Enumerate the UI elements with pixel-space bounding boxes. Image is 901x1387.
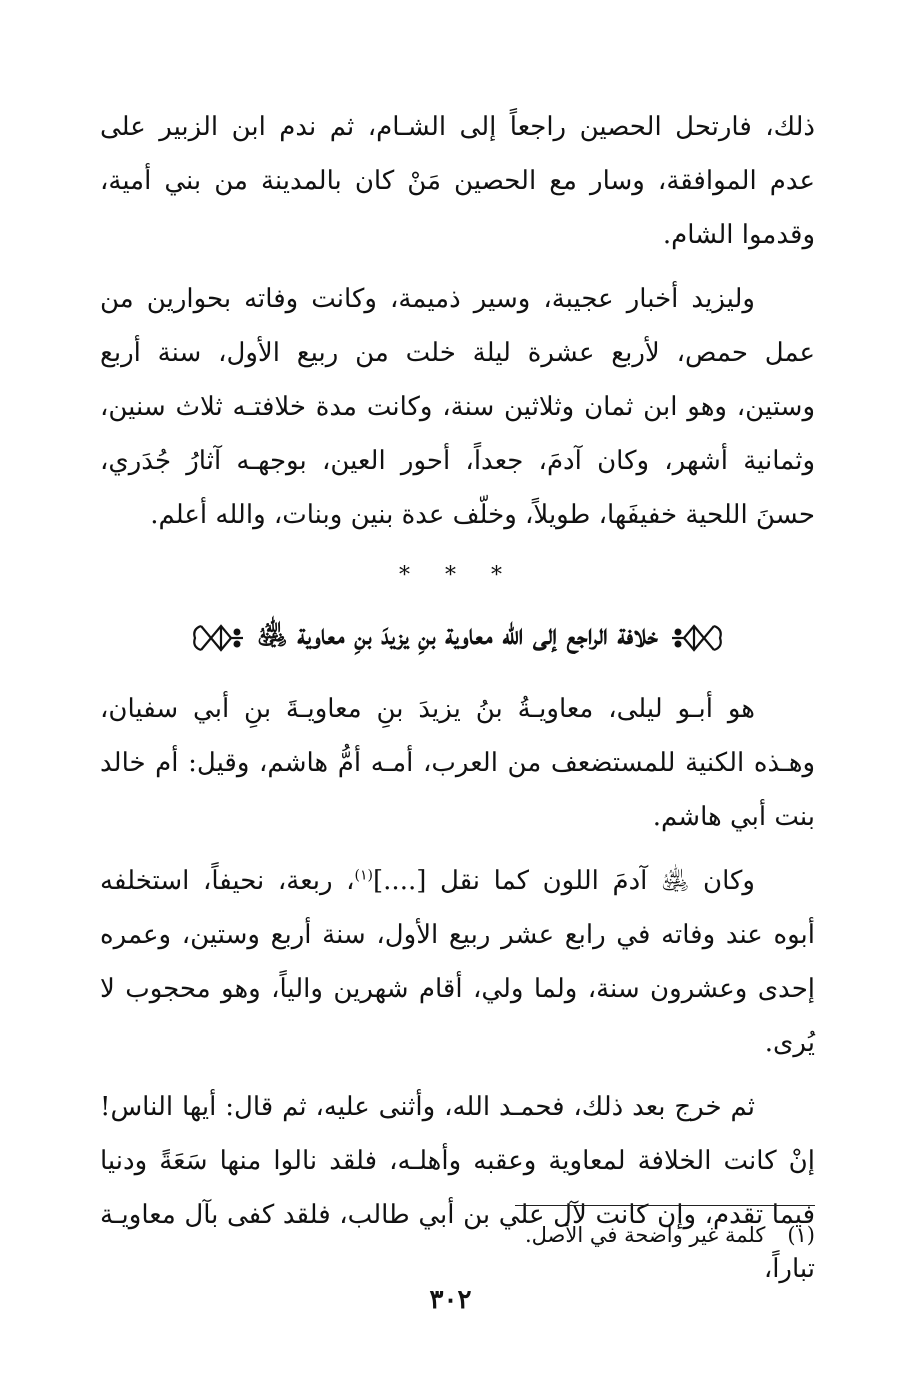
paragraph-3: هو أبـو ليلى، معاويـةُ بنُ يزيدَ بنِ معاويـةَ بنِ أبي سفيان، وهـذه الكنية للمستضعف من العرب، أمـه أمُّ هاشم، وقيل: أم خالد بنت أبي هاشم. — [100, 694, 815, 832]
footnote-divider — [515, 1205, 815, 1206]
footnote-number: (١) — [787, 1223, 815, 1247]
paragraph-1: ذلك، فارتحل الحصين راجعاً إلى الشـام، ثم ندم ابن الزبير على عدم الموافقة، وسار مع الحصين مَنْ كان بالمدينة من بني أمية، وقدموا الشام. — [100, 112, 815, 250]
paragraph-4 — [100, 854, 815, 1070]
section-separator: * * * — [399, 563, 516, 588]
paragraph-2: وليزيد أخبار عجيبة، وسير ذميمة، وكانت وفاته بحوارين من عمل حمص، لأربع عشرة ليلة خلت من ربيع الأول، سنة أربع وستين، وهو ابن ثمان وثلاثين سنة، وكانت مدة خلافتـه ثلاث سنين، وثمانية أشهر، وكان آدمَ، جعداً، أحور العين، بوجهـه آثارُ جُدَري، حسنَ اللحية خفيفَها، طويلاً، وخلّف عدة بنين وبنات، والله أعلم. — [100, 284, 815, 530]
paragraph-4-part-2: ، ربعة، نحيفاً، استخلفه أبوه عند وفاته في رابع عشر ربيع الأول، سنة أربع وستين، وعمره إحدى وعشرون سنة، ولما ولي، أقام شهرين والياً، وهو محجوب لا يُرى. — [100, 866, 816, 1058]
page-number: ٣٠٢ — [429, 1285, 472, 1315]
heading-title: خلافة الراجع إلى الله معاوية بنِ يزيدَ بنِ معاوية ﵁ — [256, 618, 659, 651]
footnote — [525, 1220, 815, 1250]
ornament-left-icon — [191, 618, 245, 658]
section-heading — [100, 606, 815, 670]
page-body — [100, 100, 815, 1296]
ornament-right-icon — [670, 618, 724, 658]
paragraph-4-part-1: وكان ﵁ آدمَ اللون كما نقل [....] — [373, 866, 755, 896]
footnote-reference: (١) — [354, 867, 374, 884]
paragraph-5: ثم خرج بعد ذلك، فحمـد الله، وأثنى عليه، ثم قال: أيها الناس! إنْ كانت الخلافة لمعاوية وعقبه وأهلـه، فلقد نالوا منها سَعَةً ودنيا فيما تقدم، وإن كانت لآل علي بن أبي طالب، فلقد كفى بآل معاويـة تباراً، — [100, 1092, 815, 1284]
footnote-text: كلمة غير واضحة في الأصل. — [524, 1223, 766, 1247]
